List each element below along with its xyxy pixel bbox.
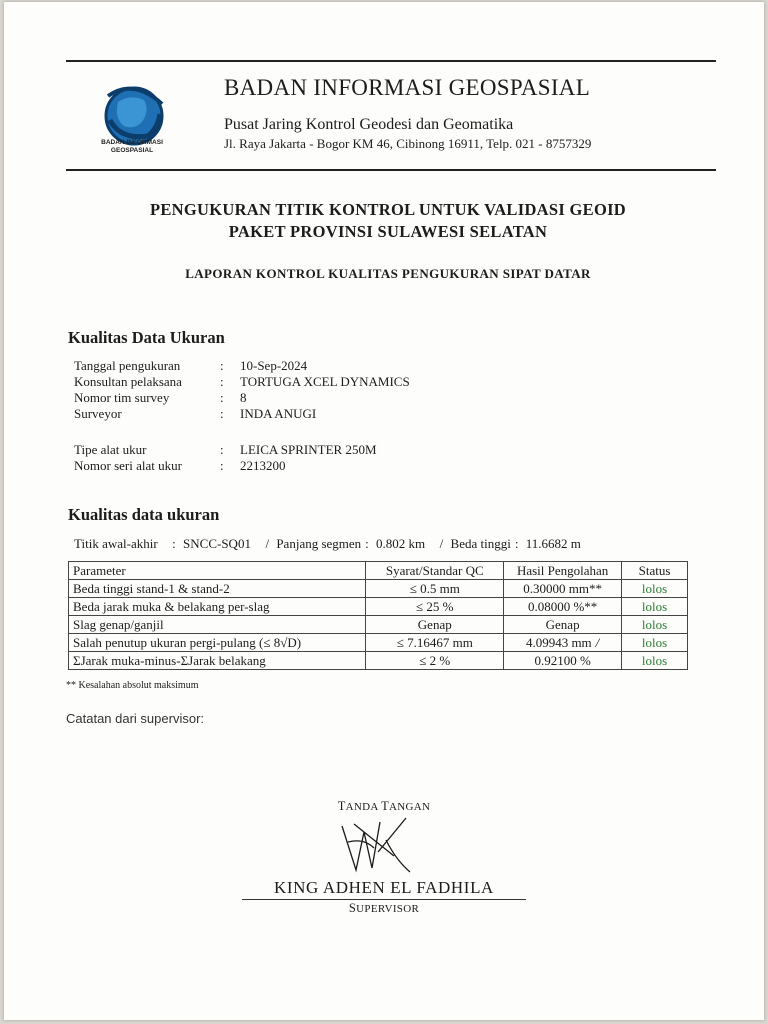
cell-standard: ≤ 25 % <box>366 598 504 616</box>
cell-result: Genap <box>504 616 622 634</box>
cell-result: 0.92100 % <box>504 652 622 670</box>
logo-caption: BADAN INFORMASI GEOSPASIAL <box>101 139 163 154</box>
table-row <box>69 616 688 634</box>
cell-standard: ≤ 7.16467 mm <box>366 634 504 652</box>
supervisor-notes-label: Catatan dari supervisor: <box>66 711 205 726</box>
info-row-serial: Nomor seri alat ukur : 2213200 <box>74 458 286 473</box>
table-row <box>69 580 688 598</box>
section2-heading: Kualitas data ukuran <box>68 505 220 524</box>
survey-info-block-2 <box>74 442 377 474</box>
cell-parameter: Beda tinggi stand-1 & stand-2 <box>69 580 366 598</box>
signatory-role: SUPERVISOR <box>348 901 420 915</box>
info-row-team: Nomor tim survey : 8 <box>74 390 247 405</box>
report-page <box>4 2 764 1020</box>
check-mark: / <box>595 635 600 650</box>
segment-summary: Titik awal-akhir : SNCC-SQ01 / Panjang segmen : 0.802 km / Beda tinggi : 11.6682 m <box>74 536 581 551</box>
table-row <box>69 652 688 670</box>
signature-label: TANDA TANGAN <box>337 799 431 813</box>
cell-parameter: ΣJarak muka-minus-ΣJarak belakang <box>69 652 366 670</box>
report-title-line2: PAKET PROVINSI SULAWESI SELATAN <box>228 222 548 241</box>
cell-standard: ≤ 2 % <box>366 652 504 670</box>
cell-result: 0.08000 %** <box>504 598 622 616</box>
report-title-line1: PENGUKURAN TITIK KONTROL UNTUK VALIDASI GEOID <box>149 200 627 219</box>
cell-status: lolos <box>622 580 688 598</box>
cell-status: lolos <box>622 634 688 652</box>
qc-table-header <box>69 562 688 580</box>
cell-status: lolos <box>622 652 688 670</box>
section1-heading: Kualitas Data Ukuran <box>68 328 225 347</box>
signatory-name: KING ADHEN EL FADHILA <box>274 878 494 897</box>
cell-parameter: Beda jarak muka & belakang per-slag <box>69 598 366 616</box>
header-standard: Syarat/Standar QC <box>366 562 504 580</box>
header-bottom-rule <box>66 169 716 171</box>
signature-line <box>242 899 526 900</box>
table-footnote: ** Kesalahan absolut maksimum <box>66 680 199 691</box>
cell-status: lolos <box>622 616 688 634</box>
header-parameter: Parameter <box>69 562 366 580</box>
info-row-surveyor: Surveyor : INDA ANUGI <box>74 406 317 421</box>
center-name: Pusat Jaring Kontrol Geodesi dan Geomatika <box>224 116 514 133</box>
agency-name: BADAN INFORMASI GEOSPASIAL <box>224 75 591 100</box>
cell-result: 4.09943 mm / <box>504 634 622 652</box>
header-top-rule <box>66 60 716 62</box>
header-status: Status <box>622 562 688 580</box>
table-row <box>69 598 688 616</box>
table-row <box>69 634 688 652</box>
header-result: Hasil Pengolahan <box>504 562 622 580</box>
info-row-consultant: Konsultan pelaksana : TORTUGA XCEL DYNAMICS <box>74 374 410 389</box>
cell-standard: Genap <box>366 616 504 634</box>
handwritten-signature <box>334 812 414 878</box>
cell-standard: ≤ 0.5 mm <box>366 580 504 598</box>
cell-status: lolos <box>622 598 688 616</box>
agency-address: Jl. Raya Jakarta - Bogor KM 46, Cibinong 16911, Telp. 021 - 8757329 <box>224 136 592 151</box>
cell-parameter: Salah penutup ukuran pergi-pulang (≤ 8√D) <box>69 634 366 652</box>
report-subtitle: LAPORAN KONTROL KUALITAS PENGUKURAN SIPAT DATAR <box>185 266 591 281</box>
info-row-date: Tanggal pengukuran : 10-Sep-2024 <box>74 358 308 373</box>
survey-info-block-1 <box>74 358 410 422</box>
cell-result: 0.30000 mm** <box>504 580 622 598</box>
qc-table <box>68 561 688 670</box>
info-row-instrument-type: Tipe alat ukur : LEICA SPRINTER 250M <box>74 442 377 457</box>
cell-parameter: Slag genap/ganjil <box>69 616 366 634</box>
